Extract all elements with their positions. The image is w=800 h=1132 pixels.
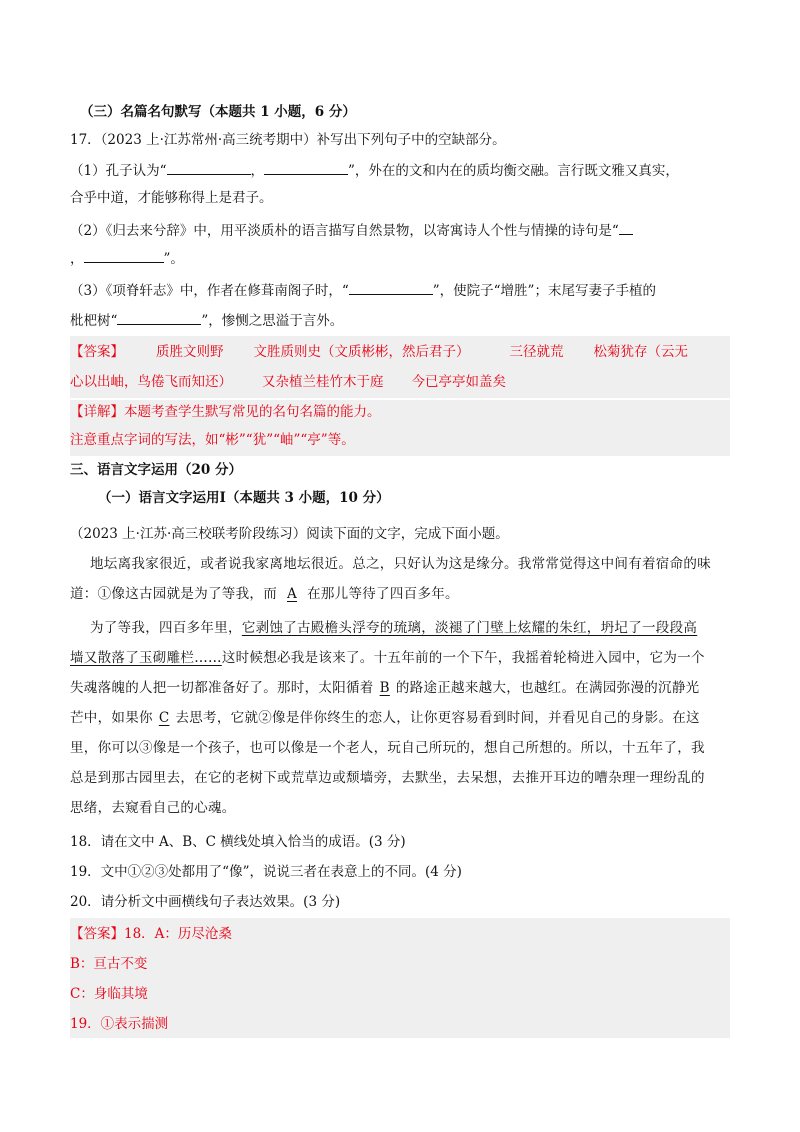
q17-1-text-a: （1）孔子认为“ <box>70 163 167 179</box>
answer-line-2: B：亘古不变 <box>70 956 148 972</box>
question-17-part2-cont <box>70 248 184 269</box>
question-19: 19．文中①②③处都用了“像”，说说三者在表意上的不同。(4 分) <box>70 864 462 880</box>
passage-p1-line1: 地坛离我家很近，或者说我家离地坛很近。总之，只好认为这是缘分。我常常觉得这中间有着宿命的味 <box>90 556 711 572</box>
passage-p2-line1 <box>90 618 697 638</box>
answer-blank <box>167 160 251 175</box>
answer-blank <box>117 310 201 325</box>
q17-1-text-b: ， <box>250 163 264 179</box>
passage-p2-line5: 里，你可以③像是一个孩子，也可以像是一个老人，玩自己所玩的，想自己所想的。所以，十五年了，我 <box>70 740 705 756</box>
question-17-part1-cont: 合乎中道，才能够称得上是君子。 <box>70 190 273 206</box>
question-17-part3-cont <box>70 310 343 331</box>
question-17-part1 <box>70 160 679 181</box>
answer-line-3: C：身临其境 <box>70 986 148 1002</box>
answer-blank <box>349 280 433 295</box>
passage-text: 的路途正越来越大，也越红。在满园弥漫的沉静光 <box>395 680 700 696</box>
q17-2-text-a: （2）《归去来兮辞》中，用平淡质朴的语言描写自然景物，以寄寓诗人个性与情操的诗句是“ <box>70 223 619 239</box>
question-18: 18．请在文中 A、B、C 横线处填入恰当的成语。(3 分) <box>70 834 406 850</box>
q17-1-text-c: ”，外在的文和内在的质均衡交融。言行既文雅又真实， <box>348 163 679 179</box>
section-heading-mingju: （三）名篇名句默写（本题共 1 小题，6 分） <box>80 104 356 120</box>
answer-item: 松菊犹存（云无 <box>593 344 688 360</box>
passage-p1-line2 <box>70 584 459 604</box>
answer-blank <box>264 160 348 175</box>
passage-text: 为了等我，四百多年里， <box>90 620 242 636</box>
answer-item: 文胜质则史（文质彬彬，然后君子） <box>253 344 470 360</box>
answer-label: 【答案】 <box>70 344 124 360</box>
answer-line-17-1 <box>70 342 688 362</box>
passage-text: 在那儿等待了四百多年。 <box>307 586 459 602</box>
answer-item: 又杂植兰桂竹木于庭 <box>262 374 384 390</box>
answer-item: 三径就荒 <box>509 344 564 360</box>
section-heading-yuyan: 三、语言文字运用（20 分） <box>70 462 242 478</box>
blank-b: B <box>379 680 390 696</box>
q17-3-text-d: ”，惨恻之思溢于言外。 <box>201 313 344 329</box>
underlined-sentence: 墙又散落了玉砌雕栏…… <box>70 650 222 666</box>
q17-3-text-c: 枇杷树“ <box>70 313 118 329</box>
question-17-stem: 17．（2023 上·江苏常州·高三统考期中）补写出下列句子中的空缺部分。 <box>70 132 506 148</box>
answer-line-1: 【答案】18．A：历尽沧桑 <box>70 926 232 942</box>
sub-heading-yuyan-1: （一）语言文字运用Ⅰ（本题共 3 小题，10 分） <box>98 490 390 506</box>
q17-3-text-b: ”，使院子“增胜”；末尾写妻子手植的 <box>432 283 656 299</box>
passage-p2-line2 <box>70 648 705 668</box>
passage-p2-line7: 思绪，去窥看自己的心魂。 <box>70 800 236 816</box>
question-17-part3 <box>70 280 656 301</box>
answer-line-17-2 <box>70 372 506 392</box>
question-17-part2 <box>70 220 633 241</box>
answer-blank <box>619 220 633 235</box>
passage-text: 芒中，如果你 <box>70 710 153 726</box>
passage-p2-line6: 总是到那古园里去，在它的老树下或荒草边或颓墙旁，去默坐，去呆想，去推开耳边的嘈杂理一理纷乱的 <box>70 770 705 786</box>
answer-line-4: 19．①表示揣测 <box>70 1016 169 1032</box>
answer-item: 今已亭亭如盖矣 <box>411 374 506 390</box>
passage-text: 失魂落魄的人把一切都准备好了。那时，太阳循着 <box>70 680 374 696</box>
q17-2-text-c: ”。 <box>163 251 184 267</box>
blank-c: C <box>158 710 170 726</box>
passage-text: 道：①像这古园就是为了等我，而 <box>70 586 277 602</box>
answer-item: 质胜文则野 <box>156 344 224 360</box>
passage-source: （2023 上·江苏·高三校联考阶段练习）阅读下面的文字，完成下面小题。 <box>70 526 509 542</box>
passage-p2-line3 <box>70 678 699 698</box>
detail-line-1: 【详解】本题考查学生默写常见的名句名篇的能力。 <box>70 404 381 420</box>
detail-line-2: 注意重点字词的写法，如“彬”“犹”“岫”“亭”等。 <box>70 432 355 448</box>
blank-a: A <box>287 586 298 602</box>
q17-2-text-b: ， <box>70 251 84 267</box>
answer-blank <box>84 248 164 263</box>
passage-text: 去思考，它就②像是伴你终生的恋人，让你更容易看到时间，并看见自己的身影。在这 <box>175 710 700 726</box>
answer-item: 心以出岫，鸟倦飞而知还） <box>70 374 232 390</box>
passage-p2-line4 <box>70 708 700 728</box>
passage-text: 这时候想必我是该来了。十五年前的一个下午，我摇着轮椅进入园中，它为一个 <box>221 650 705 666</box>
underlined-sentence: 它剥蚀了古殿檐头浮夸的琉璃，淡褪了门壁上炫耀的朱红，坍圮了一段段高 <box>241 620 698 636</box>
question-20: 20．请分析文中画横线句子表达效果。(3 分) <box>70 894 341 910</box>
q17-3-text-a: （3）《项脊轩志》中，作者在修葺南阁子时，“ <box>70 283 349 299</box>
